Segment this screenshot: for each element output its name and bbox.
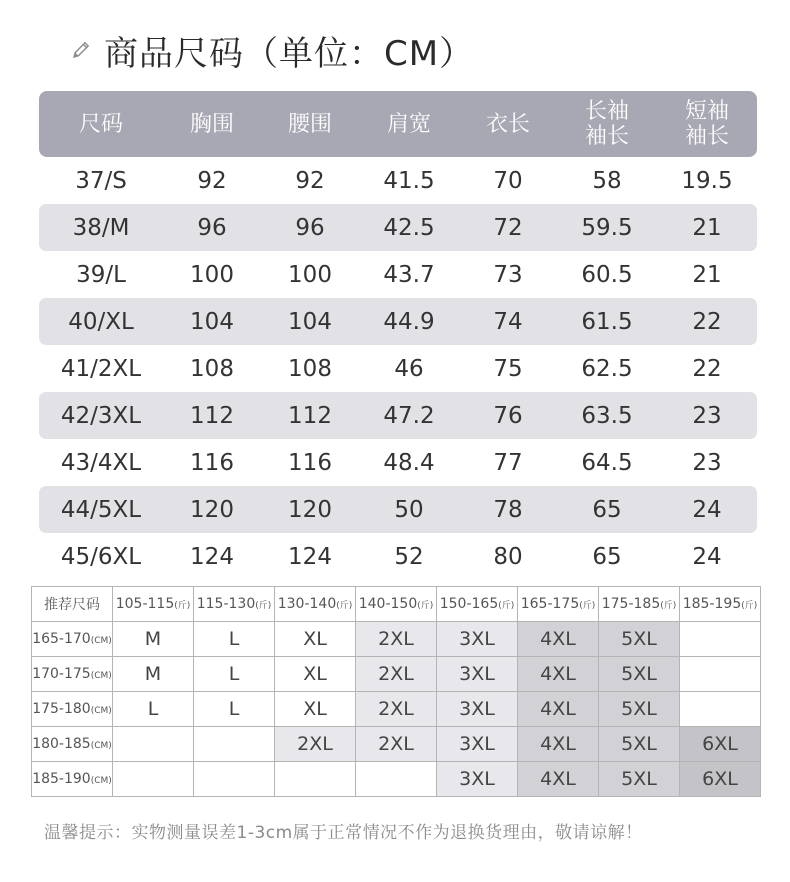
recommended-size-cell: L: [194, 622, 275, 657]
recommended-size-cell: [113, 762, 194, 797]
size-table-cell: 78: [493, 496, 523, 523]
size-table-cell: 96: [197, 214, 227, 241]
recommended-size-cell: 3XL: [437, 762, 518, 797]
size-table-cell: 70: [493, 167, 523, 194]
recommended-size-cell: 5XL: [599, 692, 680, 727]
size-table-row: [39, 392, 757, 439]
weight-range-header: [680, 587, 761, 622]
weight-range-label: 150-165: [439, 596, 499, 612]
size-table-cell: 23: [692, 449, 722, 476]
size-table-cell: 120: [288, 496, 332, 523]
recommended-size-cell: 3XL: [437, 692, 518, 727]
recommended-size-cell: M: [113, 622, 194, 657]
size-header-label: 衣长: [485, 111, 530, 137]
size-table-cell: 45/6XL: [60, 543, 142, 570]
size-table-cell: 75: [493, 355, 523, 382]
size-table-cell: 21: [692, 261, 722, 288]
size-table-cell: 58: [592, 167, 622, 194]
size-table-cell: 43.7: [383, 261, 435, 288]
size-table-cell: 41.5: [383, 167, 435, 194]
recommended-size-cell: 3XL: [437, 727, 518, 762]
size-table-cell: 24: [692, 543, 722, 570]
size-header-cell: [459, 91, 557, 157]
recommendation-row: [32, 692, 761, 727]
weight-range-label: 115-130: [196, 596, 256, 612]
size-table-cell: 62.5: [581, 355, 633, 382]
weight-range-header: [599, 587, 680, 622]
recommended-size-cell: L: [194, 657, 275, 692]
weight-range-header: [518, 587, 599, 622]
recommendation-row: [32, 727, 761, 762]
size-header-cell: [557, 91, 657, 157]
size-table-row: [39, 251, 757, 298]
size-table-cell: 46: [394, 355, 424, 382]
disclaimer-note: 温馨提示：实物测量误差1-3cm属于正常情况不作为退换货理由，敬请谅解！: [44, 823, 643, 843]
recommended-size-cell: [113, 727, 194, 762]
size-header-cell: [261, 91, 359, 157]
weight-range-label: 165-175: [520, 596, 580, 612]
size-table-cell: 108: [288, 355, 332, 382]
height-range-label: 185-190: [32, 771, 91, 787]
size-table-cell: 64.5: [581, 449, 633, 476]
recommended-size-cell: 4XL: [518, 727, 599, 762]
size-header-label: 胸围: [189, 111, 234, 137]
recommendation-corner: 推荐尺码: [32, 587, 113, 622]
size-table-cell: 40/XL: [68, 308, 134, 335]
size-table-header: [39, 91, 757, 157]
size-table-cell: 100: [288, 261, 332, 288]
size-header-cell: [39, 91, 163, 157]
recommended-size-cell: 5XL: [599, 762, 680, 797]
recommended-size-cell: 2XL: [356, 692, 437, 727]
recommended-size-cell: 2XL: [275, 727, 356, 762]
recommended-size-cell: L: [194, 692, 275, 727]
size-table-row: [39, 345, 757, 392]
weight-range-label: 105-115: [115, 596, 175, 612]
recommended-size-cell: [680, 622, 761, 657]
recommended-size-cell: 6XL: [680, 762, 761, 797]
weight-unit: (斤): [336, 601, 353, 611]
size-table-cell: 76: [493, 402, 523, 429]
weight-unit: (斤): [579, 601, 596, 611]
height-range-label: 175-180: [32, 701, 91, 717]
size-table-cell: 47.2: [383, 402, 435, 429]
recommended-size-cell: 6XL: [680, 727, 761, 762]
size-table-cell: 104: [288, 308, 332, 335]
size-table-cell: 96: [295, 214, 325, 241]
recommended-size-cell: [680, 692, 761, 727]
size-table-cell: 104: [190, 308, 234, 335]
recommended-size-cell: 5XL: [599, 657, 680, 692]
size-table-cell: 38/M: [72, 214, 130, 241]
recommended-size-cell: 2XL: [356, 622, 437, 657]
size-table-cell: 52: [394, 543, 424, 570]
height-range-label-cell: [32, 762, 113, 797]
weight-range-header: [275, 587, 356, 622]
size-header-label: 腰围: [287, 111, 332, 137]
size-table-cell: 116: [190, 449, 234, 476]
size-table-cell: 73: [493, 261, 523, 288]
size-table-cell: 42/3XL: [60, 402, 142, 429]
size-table-cell: 37/S: [75, 167, 127, 194]
recommended-size-cell: XL: [275, 692, 356, 727]
size-header-cell: [657, 91, 757, 157]
size-table-cell: 72: [493, 214, 523, 241]
size-header-label: 袖长: [684, 124, 729, 149]
weight-unit: (斤): [174, 601, 191, 611]
recommendation-table: [31, 586, 761, 797]
size-table-cell: 24: [692, 496, 722, 523]
recommended-size-cell: 3XL: [437, 657, 518, 692]
height-unit: (CM): [90, 741, 112, 751]
weight-unit: (斤): [498, 601, 515, 611]
size-table-body: [39, 157, 757, 580]
size-table-row: [39, 486, 757, 533]
size-header-label: 短袖: [684, 99, 729, 124]
size-table-cell: 21: [692, 214, 722, 241]
height-unit: (CM): [90, 776, 112, 786]
title-text: 商品尺码（单位：CM）: [104, 33, 475, 74]
recommended-size-cell: 4XL: [518, 762, 599, 797]
weight-unit: (斤): [660, 601, 677, 611]
size-table-cell: 39/L: [76, 261, 126, 288]
size-table-cell: 112: [288, 402, 332, 429]
recommended-size-cell: [194, 762, 275, 797]
recommended-size-cell: 2XL: [356, 657, 437, 692]
size-table-cell: 74: [493, 308, 523, 335]
size-table-cell: 92: [295, 167, 325, 194]
size-table-row: [39, 204, 757, 251]
size-table-cell: 108: [190, 355, 234, 382]
recommended-size-cell: XL: [275, 657, 356, 692]
recommendation-row: [32, 622, 761, 657]
recommended-size-cell: 5XL: [599, 727, 680, 762]
weight-range-label: 140-150: [358, 596, 418, 612]
weight-unit: (斤): [741, 601, 758, 611]
size-table-cell: 77: [493, 449, 523, 476]
weight-range-header: [356, 587, 437, 622]
size-table-cell: 124: [190, 543, 234, 570]
height-range-label-cell: [32, 692, 113, 727]
size-table-cell: 50: [394, 496, 424, 523]
size-table-cell: 19.5: [681, 167, 733, 194]
size-table-cell: 48.4: [383, 449, 435, 476]
size-header-label: 尺码: [78, 111, 123, 137]
size-table-cell: 59.5: [581, 214, 633, 241]
size-table-cell: 23: [692, 402, 722, 429]
size-header-cell: [163, 91, 261, 157]
size-table-cell: 44.9: [383, 308, 435, 335]
size-header-label: 肩宽: [386, 111, 431, 137]
height-range-label-cell: [32, 622, 113, 657]
recommended-size-cell: L: [113, 692, 194, 727]
recommended-size-cell: [680, 657, 761, 692]
size-table-cell: 60.5: [581, 261, 633, 288]
recommended-size-cell: 3XL: [437, 622, 518, 657]
weight-range-header: [437, 587, 518, 622]
height-unit: (CM): [90, 671, 112, 681]
size-table-row: [39, 439, 757, 486]
size-table-cell: 65: [592, 496, 622, 523]
size-table-cell: 124: [288, 543, 332, 570]
weight-range-label: 130-140: [277, 596, 337, 612]
recommended-size-cell: 4XL: [518, 622, 599, 657]
size-table-cell: 61.5: [581, 308, 633, 335]
size-table-cell: 41/2XL: [60, 355, 142, 382]
size-table-cell: 65: [592, 543, 622, 570]
size-table-cell: 63.5: [581, 402, 633, 429]
size-table: [39, 91, 757, 580]
weight-range-label: 185-195: [682, 596, 742, 612]
size-header-label: 袖长: [584, 124, 629, 149]
size-table-cell: 42.5: [383, 214, 435, 241]
size-table-row: [39, 157, 757, 204]
size-table-cell: 43/4XL: [60, 449, 142, 476]
recommendation-header-row: [32, 587, 761, 622]
height-range-label: 170-175: [32, 666, 91, 682]
size-table-cell: 120: [190, 496, 234, 523]
size-header-cell: [359, 91, 459, 157]
weight-unit: (斤): [255, 601, 272, 611]
weight-range-label: 175-185: [601, 596, 661, 612]
recommended-size-cell: [356, 762, 437, 797]
recommendation-row: [32, 762, 761, 797]
height-range-label: 180-185: [32, 736, 91, 752]
recommended-size-cell: 4XL: [518, 692, 599, 727]
size-table-cell: 116: [288, 449, 332, 476]
recommended-size-cell: [275, 762, 356, 797]
height-range-label-cell: [32, 657, 113, 692]
size-table-cell: 100: [190, 261, 234, 288]
recommendation-row: [32, 657, 761, 692]
weight-unit: (斤): [417, 601, 434, 611]
size-table-cell: 80: [493, 543, 523, 570]
size-header-label: 长袖: [584, 99, 629, 124]
weight-range-header: [194, 587, 275, 622]
pencil-icon: [70, 39, 92, 61]
size-table-cell: 92: [197, 167, 227, 194]
size-table-cell: 22: [692, 308, 722, 335]
page-title: [70, 22, 474, 78]
recommended-size-cell: 2XL: [356, 727, 437, 762]
height-unit: (CM): [90, 636, 112, 646]
recommended-size-cell: 5XL: [599, 622, 680, 657]
height-unit: (CM): [90, 706, 112, 716]
recommended-size-cell: XL: [275, 622, 356, 657]
size-table-cell: 44/5XL: [60, 496, 142, 523]
size-table-row: [39, 298, 757, 345]
recommended-size-cell: [194, 727, 275, 762]
size-table-cell: 22: [692, 355, 722, 382]
recommended-size-cell: M: [113, 657, 194, 692]
recommended-size-cell: 4XL: [518, 657, 599, 692]
size-table-row: [39, 533, 757, 580]
height-range-label: 165-170: [32, 631, 91, 647]
weight-range-header: [113, 587, 194, 622]
height-range-label-cell: [32, 727, 113, 762]
size-table-cell: 112: [190, 402, 234, 429]
